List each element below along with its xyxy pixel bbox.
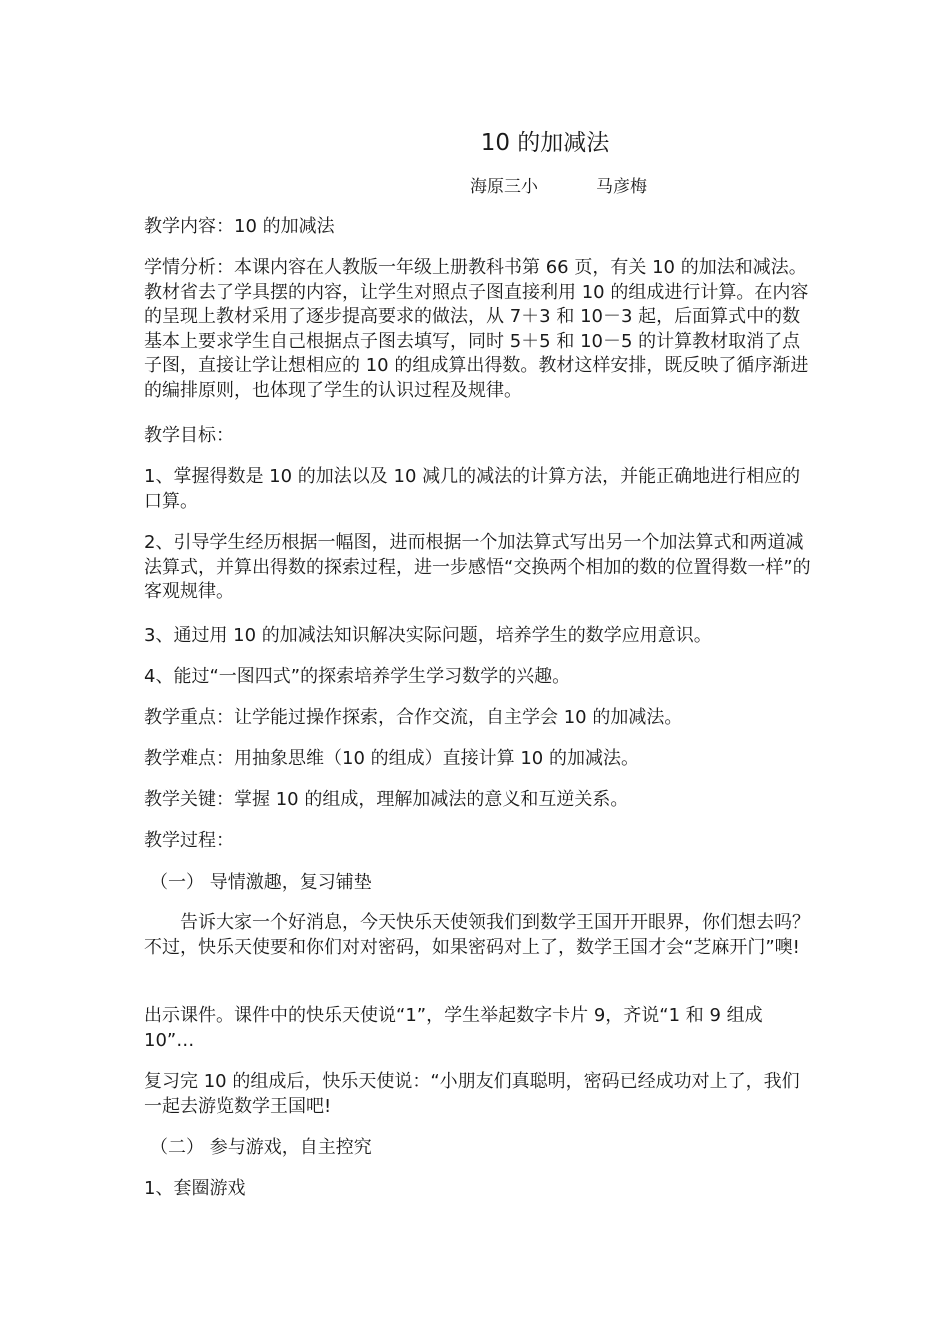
goal-1: 1、掌握得数是 10 的加法以及 10 减几的减法的计算方法，并能正确地进行相应的口算。 [144, 466, 801, 512]
section-1-courseware: 出示课件。课件中的快乐天使说“1”，学生举起数字卡片 9，齐说“1 和 9 组成 10”… [144, 1005, 763, 1051]
page-title: 10 的加减法 [480, 130, 610, 156]
section-1-review: 复习完 10 的组成后，快乐天使说：“小朋友们真聪明，密码已经成功对上了，我们一起去游览数学王国吧! [144, 1071, 800, 1117]
section-1-intro: 告诉大家一个好消息，今天快乐天使领我们到数学王国开开眼界，你们想去吗？不过，快乐天使要和你们对对密码，如果密码对上了，数学王国才会“芝麻开门”噢! [144, 912, 810, 958]
teaching-content: 教学内容：10 的加减法 [144, 216, 335, 237]
author-line [470, 176, 647, 198]
author-name: 马彦梅 [596, 177, 647, 197]
teaching-focus: 教学重点：让学能过操作探索，合作交流，自主学会 10 的加减法。 [144, 707, 683, 728]
teaching-key: 教学关键：掌握 10 的组成，理解加减法的意义和互逆关系。 [144, 789, 629, 810]
teaching-difficulty: 教学难点：用抽象思维（10 的组成）直接计算 10 的加减法。 [144, 748, 639, 769]
learning-analysis: 学情分析：本课内容在人教版一年级上册教科书第 66 页，有关 10 的加法和减法。教材省去了学具摆的内容，让学生对照点子图直接利用 10 的组成进行计算。在内容的呈现上教材采用了逐步提高要求的做法，从 7＋3 和 10－3 起，后面算式中的数基本上要求学生自己根据点子图去填写，同时 5＋5 和 10－5 的计算教材取消了点子图，直接让学让想相应的 10 的组成算出得数。教材这样安排，既反映了循序渐进的编排原则，也体现了学生的认识过程及规律。 [144, 257, 809, 401]
goal-2: 2、引导学生经历根据一幅图，进而根据一个加法算式写出另一个加法算式和两道减法算式，并算出得数的探索过程，进一步感悟“交换两个相加的数的位置得数一样”的客观规律。 [144, 532, 811, 602]
teaching-process-heading: 教学过程： [144, 830, 234, 851]
goal-3: 3、通过用 10 的加减法知识解决实际问题，培养学生的数学应用意识。 [144, 625, 712, 646]
section-1-heading: （一） 导情激趣，复习铺垫 [150, 872, 372, 893]
author-school: 海原三小 [470, 177, 538, 197]
teaching-goals-heading: 教学目标： [144, 425, 234, 446]
section-2-item-1: 1、套圈游戏 [144, 1178, 246, 1199]
goal-4: 4、能过“一图四式”的探索培养学生学习数学的兴趣。 [144, 666, 571, 687]
section-2-heading: （二） 参与游戏，自主控究 [150, 1137, 372, 1158]
